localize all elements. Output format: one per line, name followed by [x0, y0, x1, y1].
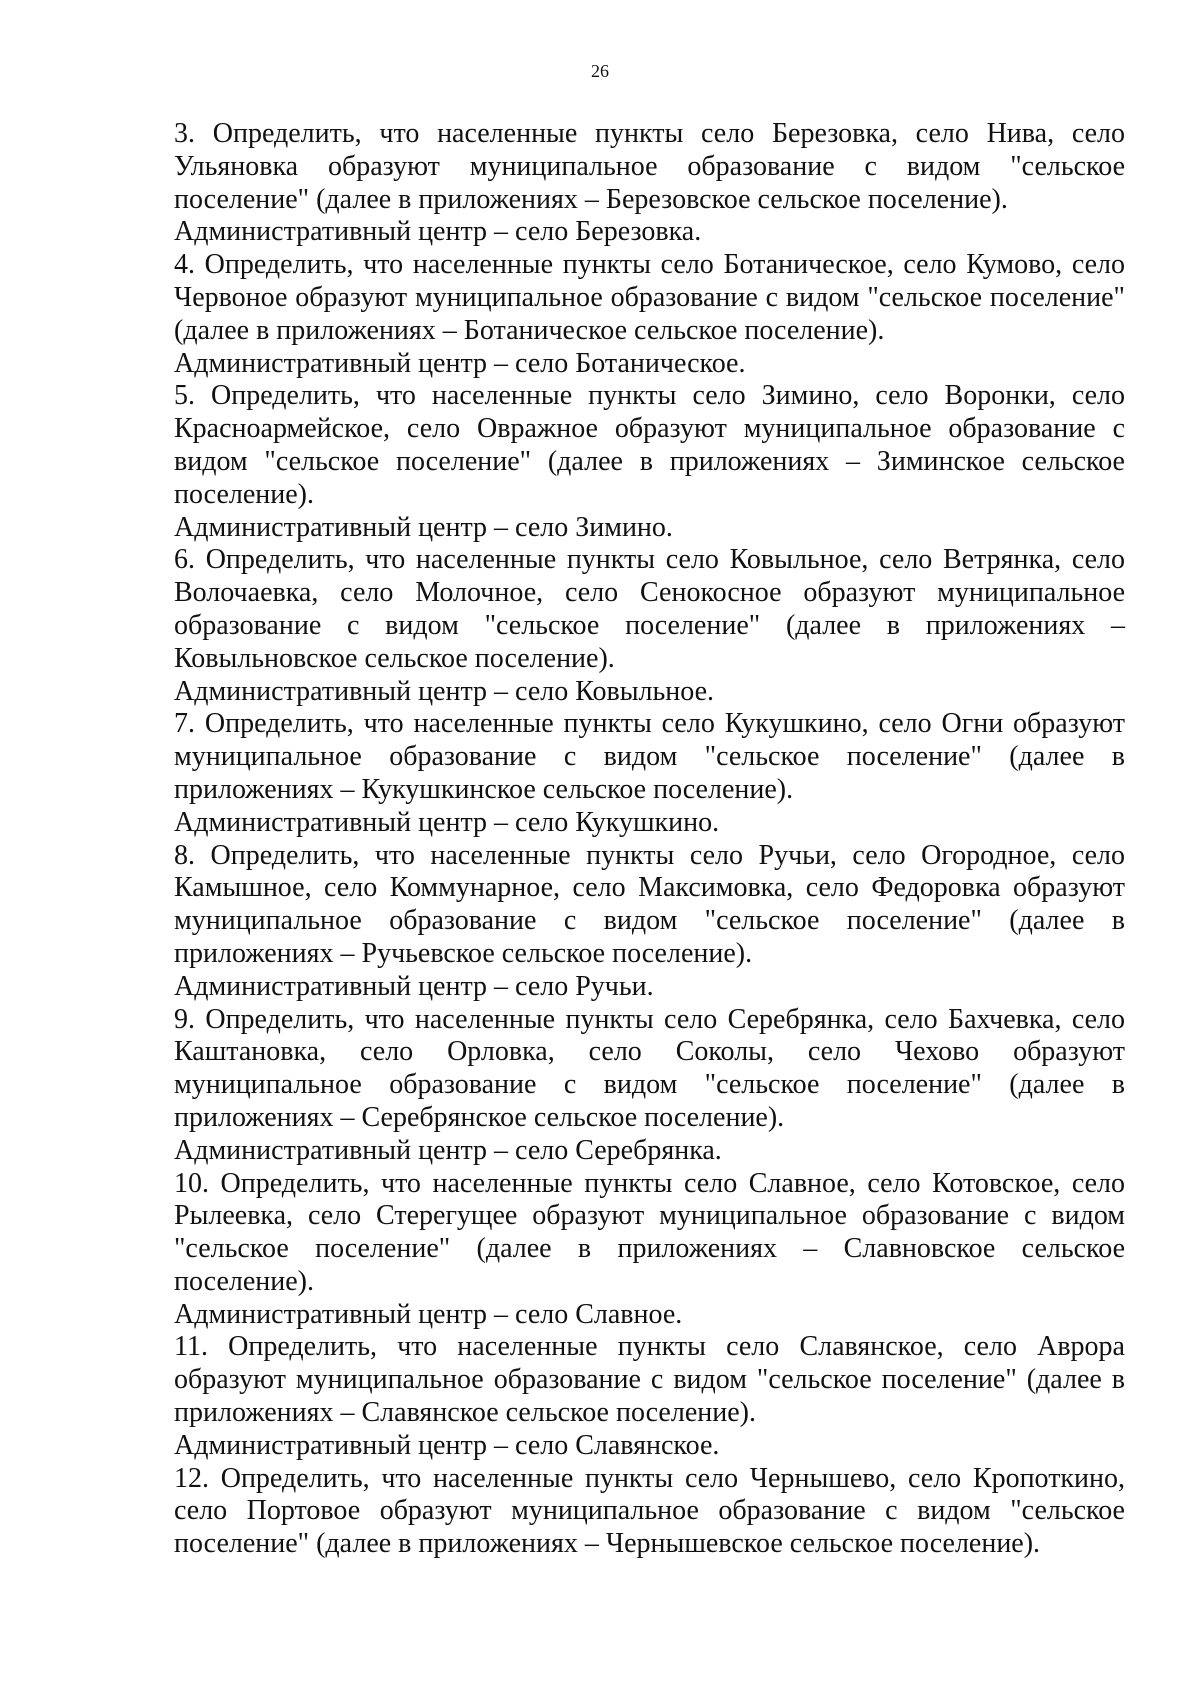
paragraph-item-11: 11. Определить, что населенные пункты село Славянское, село Аврора образуют муниципальное образование с видом "сельское поселение" (далее в приложениях – Славянское сельское поселение). — [174, 1331, 1125, 1429]
paragraph-item-5: 5. Определить, что населенные пункты село Зимино, село Воронки, село Красноармейское, село Овражное образуют муниципальное образование с видом "сельское поселение" (далее в приложениях – Зиминское сельское поселение). — [174, 380, 1125, 510]
administrative-center-9: Административный центр – село Серебрянка. — [174, 1134, 722, 1166]
paragraph-item-3: 3. Определить, что населенные пункты село Березовка, село Нива, село Ульяновка образуют муниципальное образование с видом "сельское поселение" (далее в приложениях – Березовское сельское поселение). — [174, 118, 1125, 215]
administrative-center-8: Административный центр – село Ручьи. — [174, 970, 654, 1002]
paragraph-item-12: 12. Определить, что населенные пункты село Чернышево, село Кропоткино, село Портовое образуют муниципальное образование с видом "сельское поселение" (далее в приложениях – Чернышевское сельское поселение). — [174, 1462, 1125, 1560]
paragraph-item-6: 6. Определить, что населенные пункты село Ковыльное, село Ветрянка, село Волочаевка, село Молочное, село Сенокосное образуют муниципальное образование с видом "сельское поселение" (далее в приложениях – Ковыльновское сельское поселение). — [174, 544, 1125, 674]
administrative-center-7: Административный центр – село Кукушкино. — [174, 806, 720, 838]
page-number: 26 — [591, 61, 609, 81]
paragraph-item-8: 8. Определить, что населенные пункты село Ручьи, село Огородное, село Камышное, село Коммунарное, село Максимовка, село Федоровка образуют муниципальное образование с видом "сельское поселение" (далее в приложениях – Ручьевское сельское поселение). — [174, 839, 1125, 969]
document-body — [174, 118, 1125, 1561]
paragraph-item-9: 9. Определить, что населенные пункты село Серебрянка, село Бахчевка, село Каштановка, село Орловка, село Соколы, село Чехово образуют муниципальное образование с видом "сельское поселение" (далее в приложениях – Серебрянское сельское поселение). — [174, 1003, 1125, 1133]
administrative-center-4: Административный центр – село Ботаническое. — [174, 347, 746, 379]
administrative-center-6: Административный центр – село Ковыльное. — [174, 675, 715, 707]
administrative-center-5: Административный центр – село Зимино. — [174, 511, 673, 543]
paragraph-item-7: 7. Определить, что населенные пункты село Кукушкино, село Огни образуют муниципальное образование с видом "сельское поселение" (далее в приложениях – Кукушкинское сельское поселение). — [174, 708, 1125, 805]
administrative-center-3: Административный центр – село Березовка. — [174, 216, 702, 248]
administrative-center-11: Административный центр – село Славянское. — [174, 1429, 720, 1461]
paragraph-item-4: 4. Определить, что населенные пункты село Ботаническое, село Кумово, село Червоное образуют муниципальное образование с видом "сельское поселение" (далее в приложениях – Ботаническое сельское поселение). — [174, 249, 1125, 346]
administrative-center-10: Административный центр – село Славное. — [174, 1298, 683, 1330]
paragraph-item-10: 10. Определить, что населенные пункты село Славное, село Котовское, село Рылеевка, село Стерегущее образуют муниципальное образование с видом "сельское поселение" (далее в приложениях – Славновское сельское поселение). — [174, 1167, 1125, 1297]
